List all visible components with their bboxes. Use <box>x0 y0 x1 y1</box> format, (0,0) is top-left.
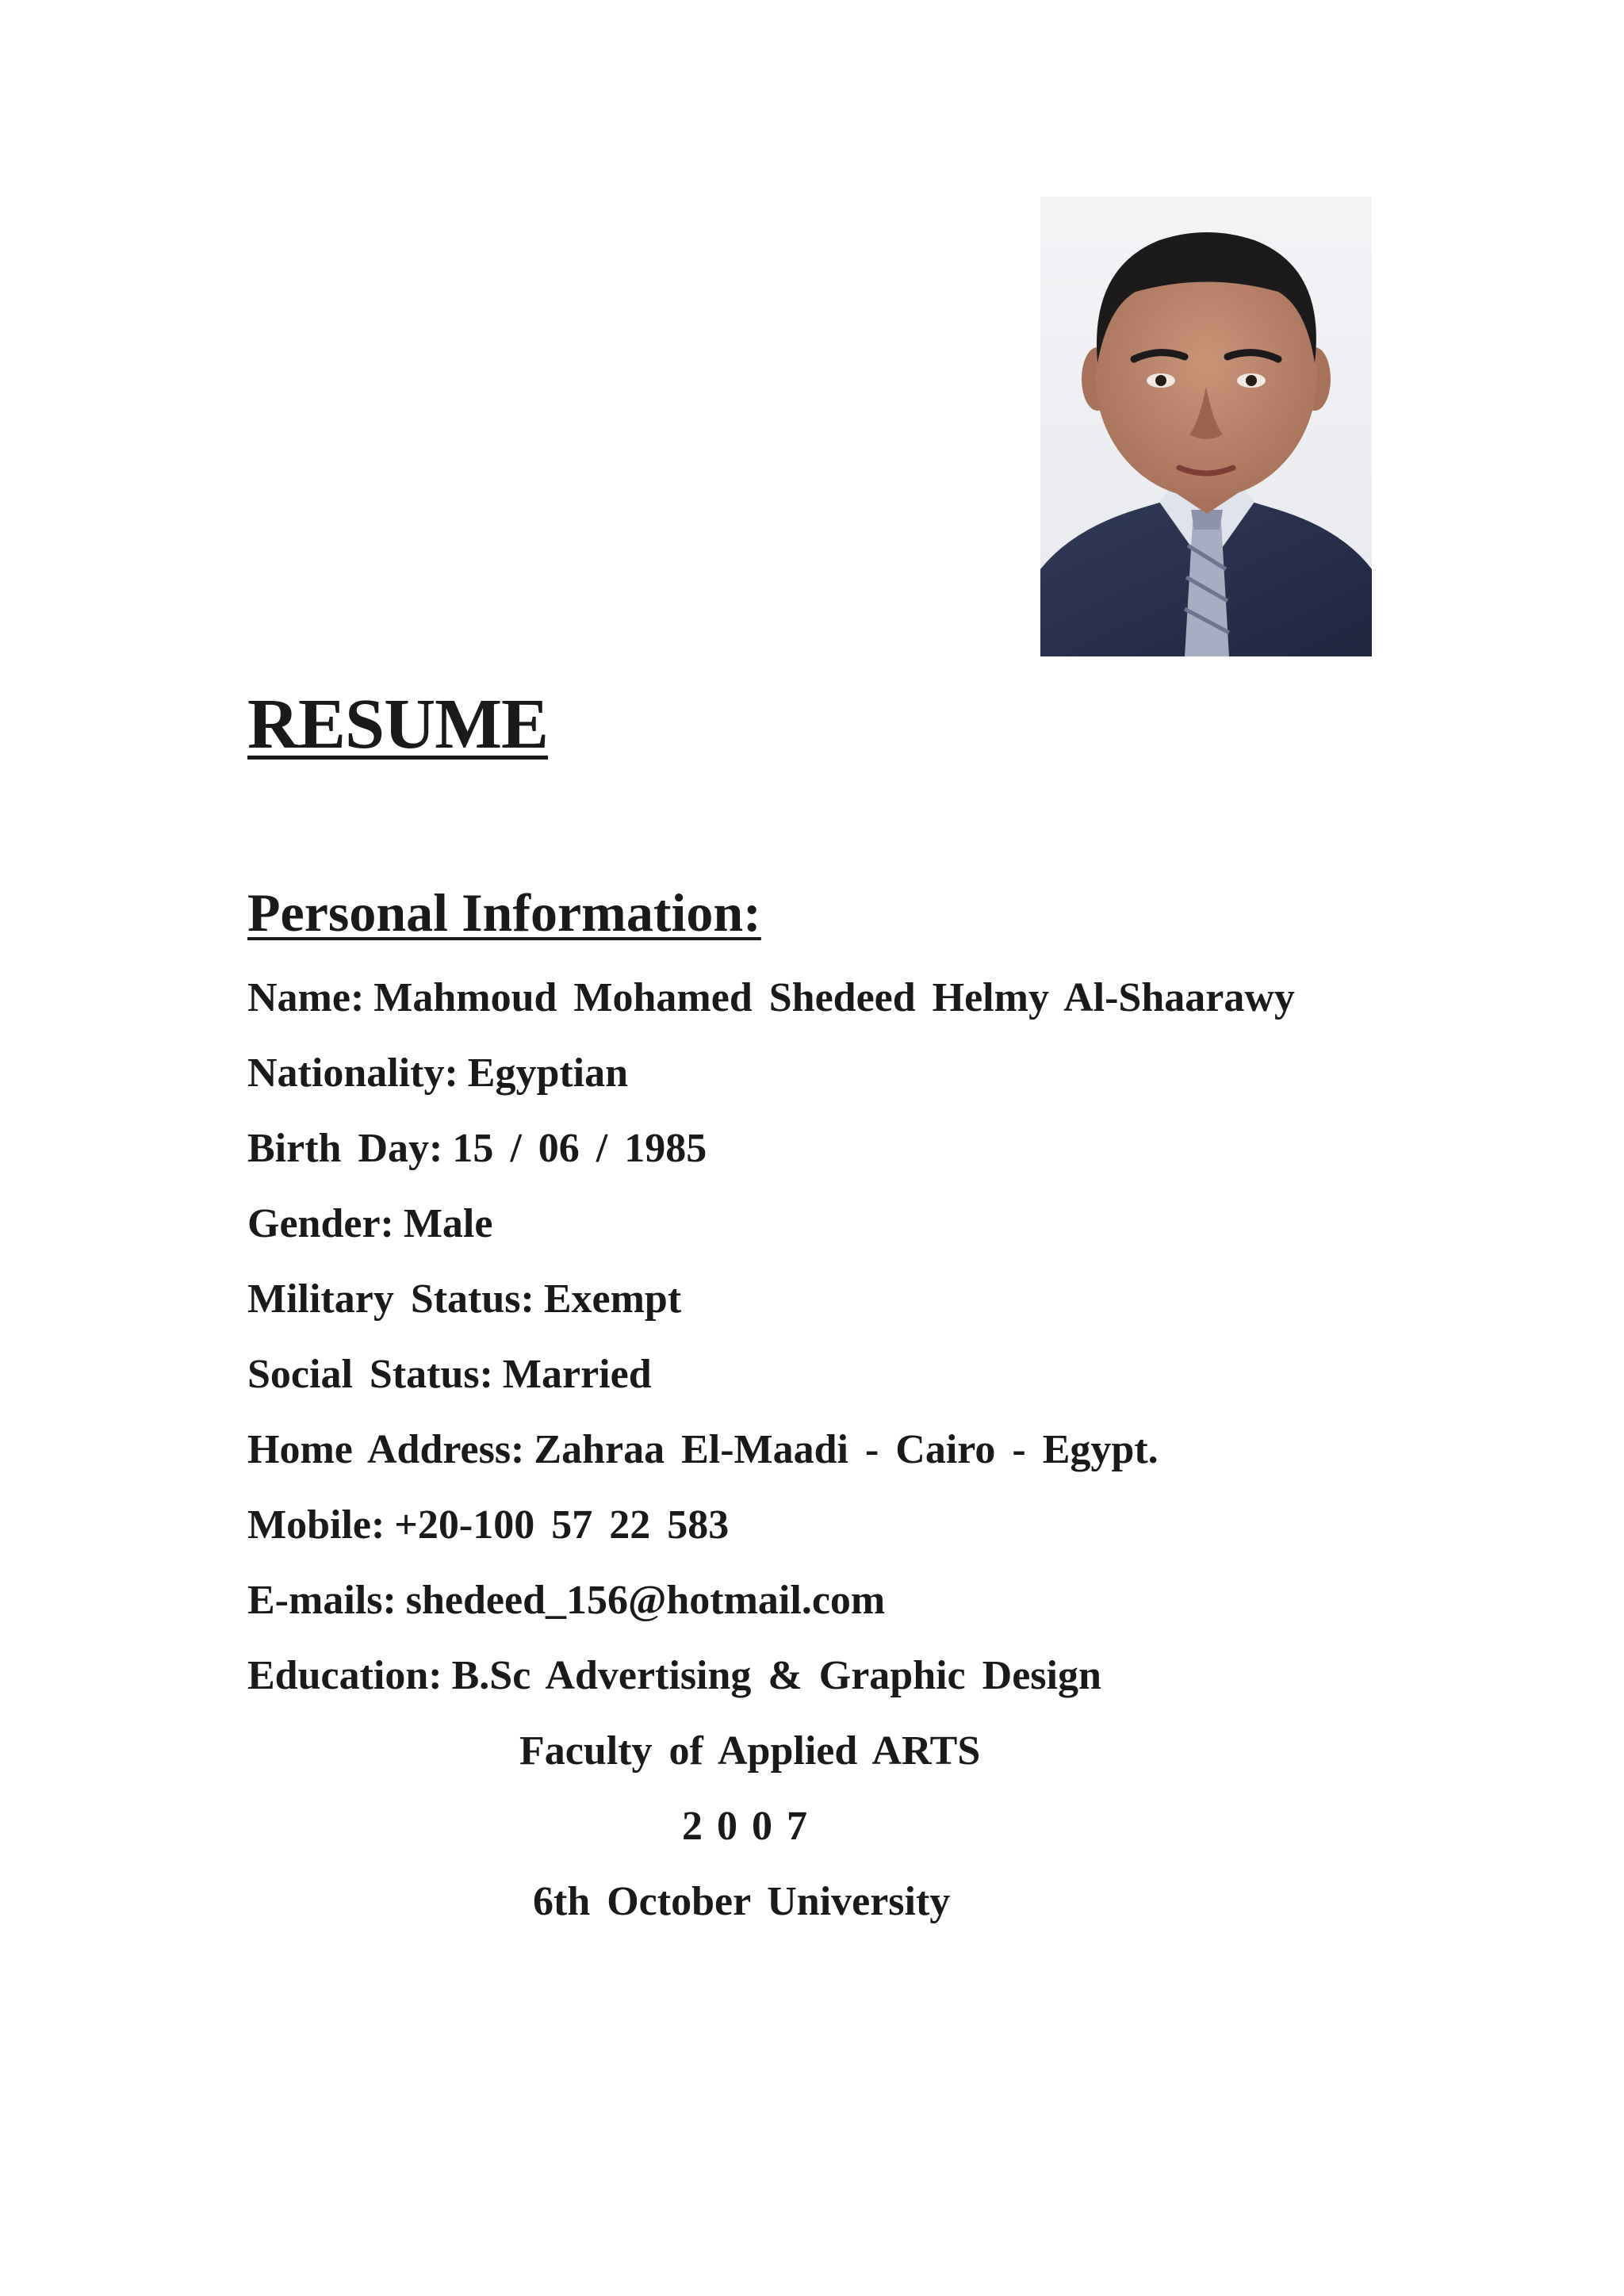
field-military-status <box>247 1276 682 1322</box>
field-emails <box>247 1580 885 1621</box>
field-education <box>247 1655 1101 1697</box>
field-value: +20-100 57 22 583 <box>394 1502 730 1548</box>
field-value: 15 / 06 / 1985 <box>452 1126 707 1171</box>
field-label: Name: <box>247 975 365 1020</box>
resume-title: RESUME <box>247 685 549 763</box>
field-label: Mobile: <box>247 1502 385 1548</box>
field-label: Nationality: <box>247 1050 458 1096</box>
field-label: Gender: <box>247 1201 394 1246</box>
field-home-address <box>247 1429 1159 1471</box>
field-label: Birth Day: <box>247 1126 443 1171</box>
field-label: Home Address: <box>247 1427 525 1472</box>
field-label: Education: <box>247 1653 442 1698</box>
section-title-personal-information: Personal Information: <box>247 882 761 943</box>
field-value: Male <box>403 1201 493 1246</box>
field-mobile <box>247 1502 730 1548</box>
portrait-icon <box>1040 197 1372 656</box>
field-value: Egyptian <box>467 1050 629 1096</box>
field-social-status <box>247 1354 652 1395</box>
portrait-photo <box>1040 197 1372 656</box>
field-gender <box>247 1203 492 1245</box>
field-value: Exempt <box>543 1276 682 1322</box>
field-value: Married <box>502 1352 652 1397</box>
field-name <box>247 975 1295 1020</box>
field-label: Military Status: <box>247 1276 534 1322</box>
field-value: shedeed_156@hotmail.com <box>405 1578 886 1623</box>
field-birth-day <box>247 1128 707 1169</box>
field-label: Social Status: <box>247 1352 493 1397</box>
field-nationality <box>247 1050 629 1096</box>
field-value: Mahmoud Mohamed Shedeed Helmy Al-Shaarawy <box>373 975 1295 1020</box>
education-university: 6th October University <box>533 1879 951 1924</box>
education-degree: B.Sc Advertising & Graphic Design <box>451 1653 1101 1698</box>
field-label: E-mails: <box>247 1578 396 1623</box>
field-value: Zahraa El-Maadi - Cairo - Egypt. <box>534 1427 1159 1472</box>
education-year: 2007 <box>682 1804 822 1849</box>
education-faculty: Faculty of Applied ARTS <box>519 1728 981 1774</box>
